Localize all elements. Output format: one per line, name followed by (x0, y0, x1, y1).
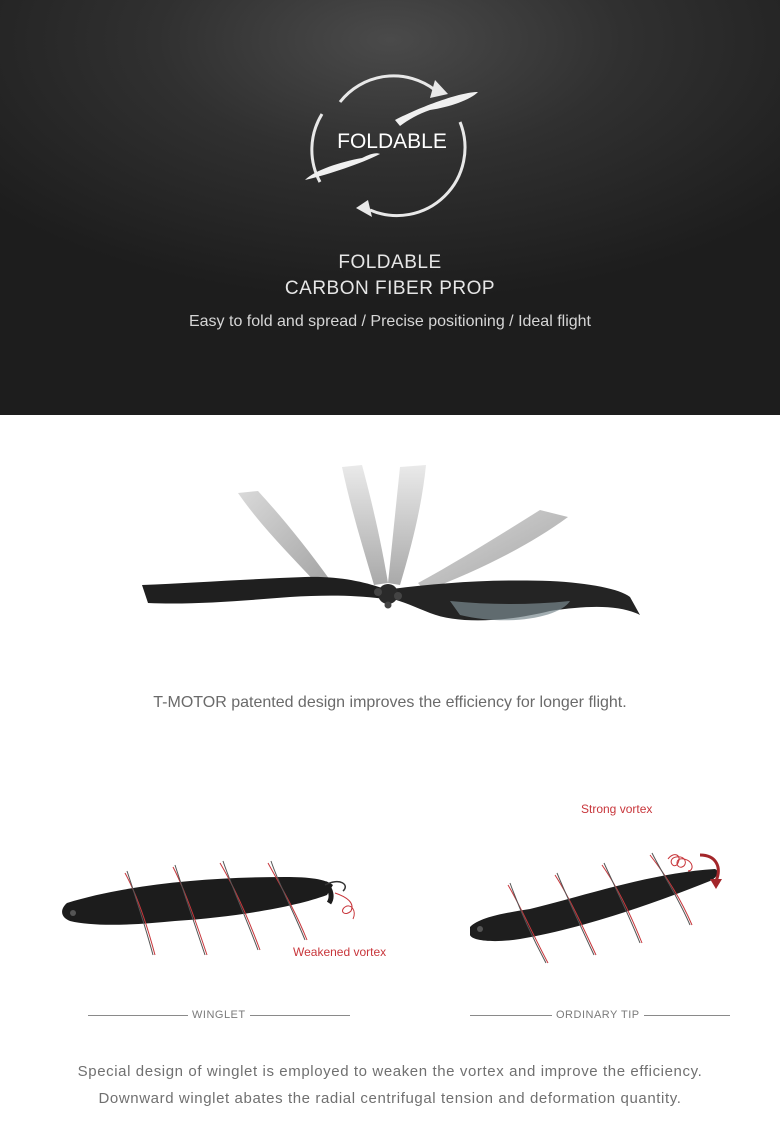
ordinary-tip-label (470, 1009, 730, 1021)
winglet-label (88, 1009, 350, 1021)
ordinary-tip-blade-diagram (460, 825, 730, 975)
footer-line-2: Downward winglet abates the radial centrifugal tension and deformation quantity. (98, 1090, 682, 1107)
winglet-right-rule (250, 1015, 350, 1016)
logo-text: FOLDABLE (337, 130, 447, 153)
ordinary-right-rule (644, 1015, 730, 1016)
winglet-left-rule (88, 1015, 188, 1016)
hero-title-line2: CARBON FIBER PROP (284, 278, 496, 299)
fold-caption: T-MOTOR patented design improves the efficiency for longer flight. (153, 694, 627, 711)
ordinary-tip-label-text: ORDINARY TIP (556, 1009, 640, 1021)
weakened-vortex-label: Weakened vortex (293, 945, 387, 959)
hero-banner (0, 0, 780, 415)
tip-comparison (0, 775, 780, 1055)
foldable-badge-icon (300, 62, 480, 222)
winglet-label-text: WINGLET (192, 1009, 246, 1021)
strong-vortex-label: Strong vortex (581, 802, 653, 816)
hero-subtitle: Easy to fold and spread / Precise positioning / Ideal flight (188, 313, 591, 330)
ordinary-left-rule (470, 1015, 552, 1016)
hero-title-line1: FOLDABLE (338, 252, 442, 273)
folding-propeller-illustration (130, 455, 650, 640)
footer-line-1: Special design of winglet is employed to weaken the vortex and improve the efficiency. (77, 1063, 703, 1080)
